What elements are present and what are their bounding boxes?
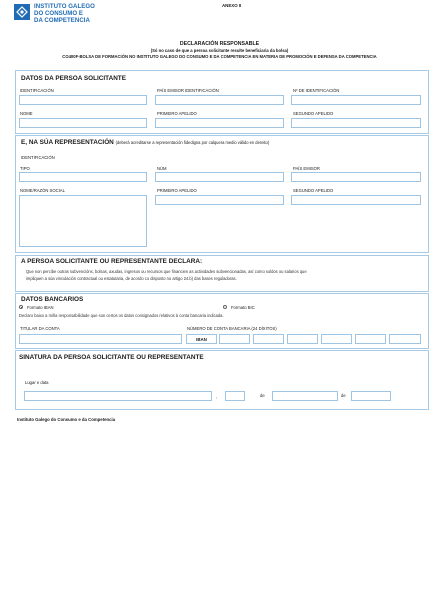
declaration-text-line-1: Que non percibe outras subvencións, bolsas, axudas, ingresos ou recursos que financien as actividades subvencionadas, así como soldos ou salarios que — [26, 269, 307, 274]
representative-type-field[interactable] — [19, 172, 147, 182]
date-comma: , — [216, 394, 218, 399]
representative-country-field[interactable] — [291, 172, 421, 182]
annex-label: ANEXO II — [222, 3, 242, 8]
applicant-number-label: Nº DE IDENTIFICACIÓN — [293, 88, 340, 93]
iban-format-label: Formato IBAN — [27, 305, 54, 310]
representative-number-label: NÚM — [157, 166, 167, 171]
representative-number-field[interactable] — [155, 172, 284, 182]
place-field[interactable] — [24, 391, 212, 401]
representative-name-field[interactable] — [19, 195, 147, 247]
document-subtitle-note: (Só no caso de que a persoa solicitante resulte beneficiaria da bolsa) — [150, 48, 289, 53]
footer-institution: Instituto Galego do Consumo e da Competencia — [17, 417, 116, 422]
document-title: DECLARACIÓN RESPONSABLE — [179, 41, 260, 47]
applicant-id-field[interactable] — [19, 95, 147, 105]
year-field[interactable] — [351, 391, 391, 401]
declaration-text-line-2: impliquen a súa vinculación contractual ou estatutaria, de acordo co disposto no artigo 24.b) das bases reguladoras. — [26, 276, 237, 281]
applicant-surname1-label: PRIMEIRO APELIDO — [157, 111, 197, 116]
applicant-section-title: DATOS DA PERSOA SOLICITANTE — [21, 75, 126, 82]
logo-line-1: INSTITUTO GALEGO — [34, 3, 95, 10]
representative-name-label: NOME/RAZÓN SOCIAL — [20, 188, 65, 193]
applicant-number-field[interactable] — [291, 95, 421, 105]
iban-group-6-field[interactable] — [389, 334, 421, 344]
declaration-section-title: A PERSOA SOLICITANTE OU REPRESENTANTE DECLARA: — [21, 258, 203, 265]
applicant-name-label: NOME — [20, 111, 33, 116]
iban-group-5-field[interactable] — [355, 334, 386, 344]
iban-group-4-field[interactable] — [321, 334, 352, 344]
iban-format-radio[interactable] — [19, 305, 23, 309]
bic-format-label: Formato BIC — [231, 305, 255, 310]
applicant-surname2-field[interactable] — [291, 118, 421, 128]
representative-surname2-label: SEGUNDO APELIDO — [293, 188, 334, 193]
date-de-1: de — [260, 393, 265, 398]
applicant-country-field[interactable] — [155, 95, 284, 105]
bank-declaration-text: Declaro baixo a miña responsabilidade que son certos os datos consignados relativos á conta bancaria indicada. — [19, 313, 224, 318]
iban-group-1-field[interactable] — [219, 334, 250, 344]
galicia-logo-icon — [14, 4, 30, 20]
logo-line-2: DO CONSUMO E — [34, 10, 84, 17]
applicant-name-field[interactable] — [19, 118, 147, 128]
applicant-surname1-field[interactable] — [155, 118, 284, 128]
month-field[interactable] — [272, 391, 338, 401]
date-de-2: de — [341, 393, 346, 398]
iban-prefix-box: IBAN — [186, 334, 217, 344]
representative-id-heading: IDENTIFICACIÓN — [21, 155, 55, 160]
institution-logo-text — [34, 3, 95, 24]
representative-country-label: PAÍS EMISOR — [293, 166, 320, 171]
account-number-label: NÚMERO DE CONTA BANCARIA (24 DÍXITOS) — [187, 326, 277, 331]
bank-section-title: DATOS BANCARIOS — [21, 296, 84, 303]
bic-format-radio[interactable] — [223, 305, 227, 309]
representative-title-text: E, NA SÚA REPRESENTACIÓN — [21, 139, 114, 146]
program-title: CO400F-BOLSA DE FORMACIÓN NO INSTITUTO GALEGO DO CONSUMO E DA COMPETENCIA EN MATERIA DE PROMOCIÓN E DEFENSA DA COMPETENCIA — [62, 54, 377, 59]
iban-group-3-field[interactable] — [287, 334, 318, 344]
logo-line-3: DA COMPETENCIA — [34, 17, 90, 24]
place-date-label: Lugar e data — [25, 380, 49, 385]
representative-surname2-field[interactable] — [291, 195, 421, 205]
representative-type-label: TIPO — [20, 166, 30, 171]
account-holder-label: TITULAR DA CONTA — [20, 326, 60, 331]
representative-surname1-field[interactable] — [155, 195, 284, 205]
applicant-surname2-label: SEGUNDO APELIDO — [293, 111, 334, 116]
iban-group-2-field[interactable] — [253, 334, 284, 344]
applicant-id-label: IDENTIFICACIÓN — [20, 88, 54, 93]
signature-section-title: SINATURA DA PERSOA SOLICITANTE OU REPRESENTANTE — [19, 354, 204, 361]
account-holder-field[interactable] — [19, 334, 182, 344]
applicant-country-label: PAÍS EMISOR IDENTIFICACIÓN — [157, 88, 219, 93]
representative-title-note: (deberá acreditarse a representación fidedigna por calquera medio válido en dereito) — [115, 140, 270, 145]
representative-section-title — [21, 139, 269, 146]
day-field[interactable] — [225, 391, 245, 401]
representative-surname1-label: PRIMEIRO APELIDO — [157, 188, 197, 193]
